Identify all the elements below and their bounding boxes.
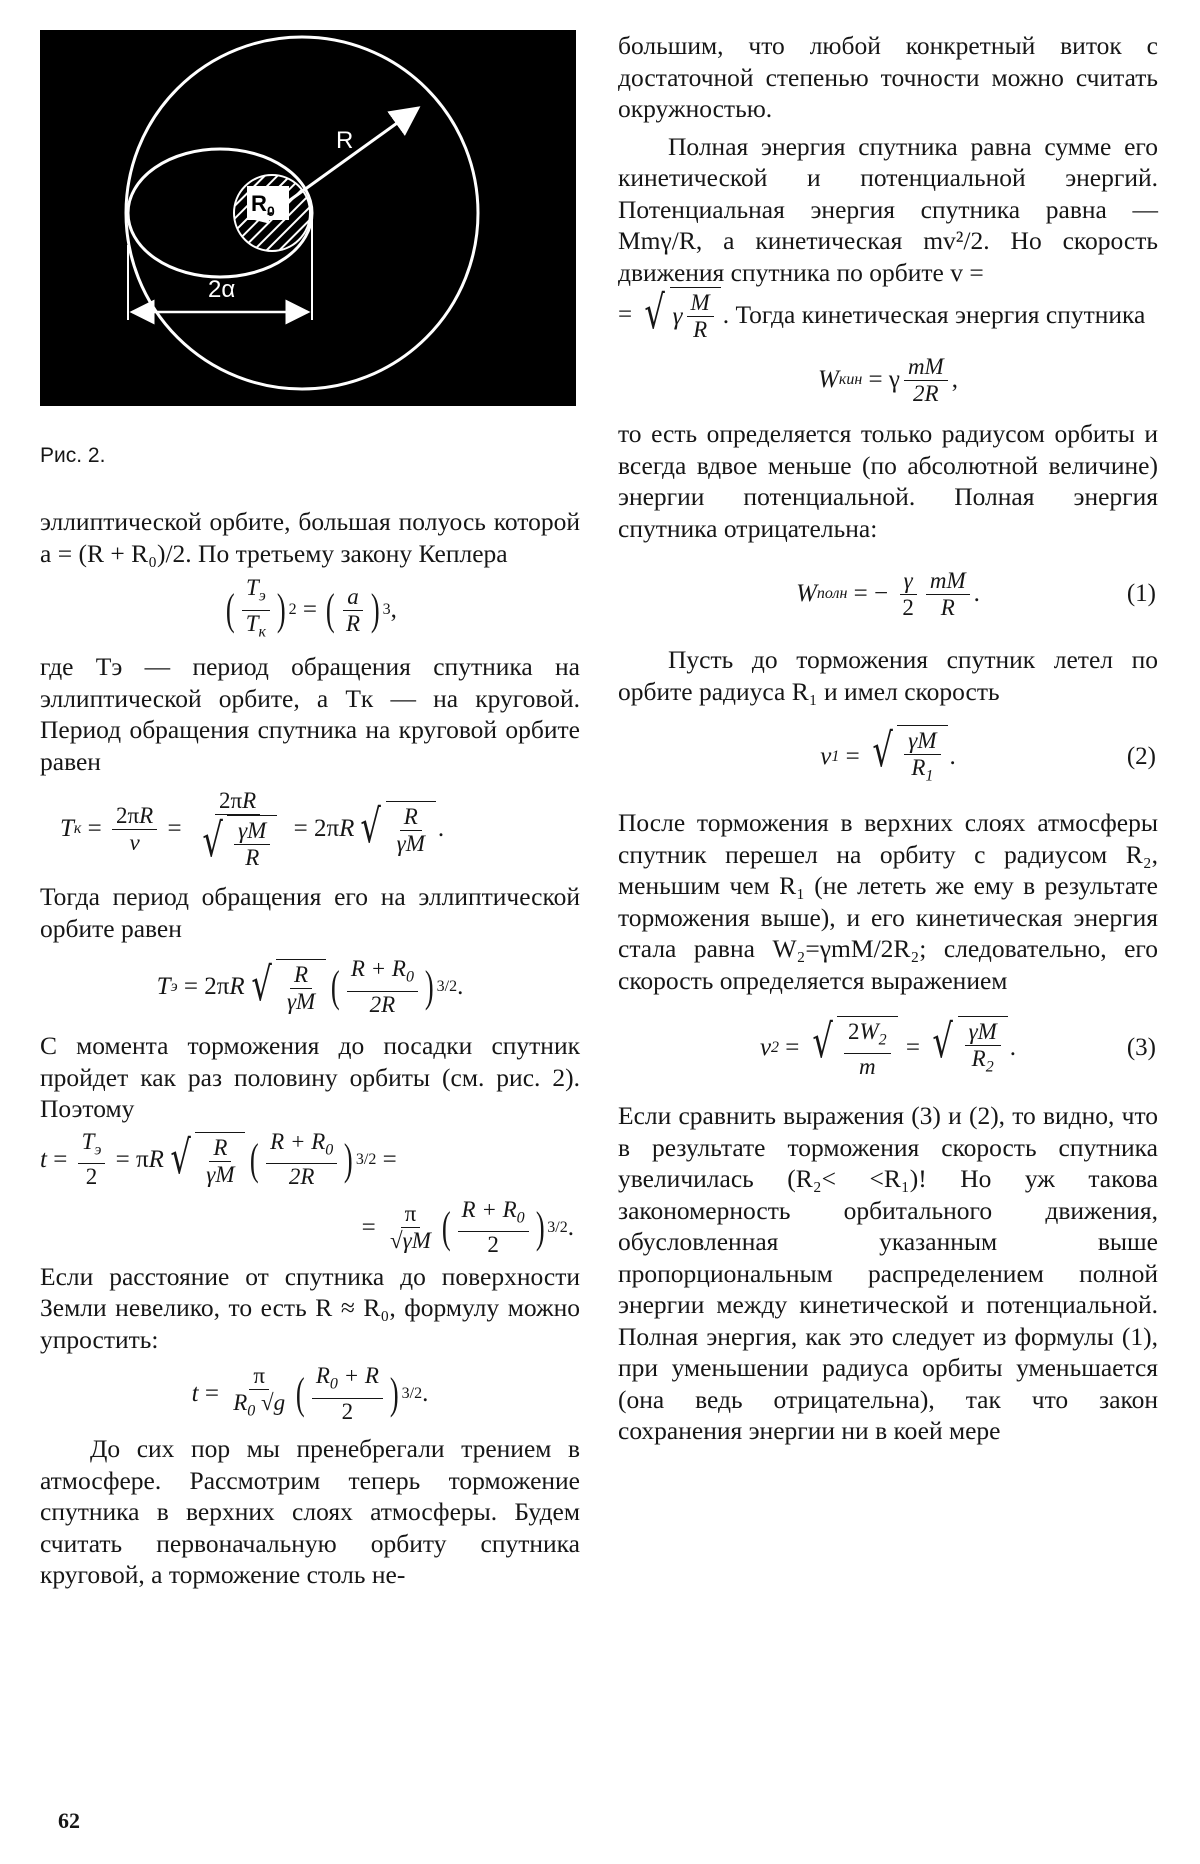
velocity-1-equation: v 1 = √ $\frac{\gamma M}{R_1}$ . (2) (618, 707, 1158, 807)
right-column (618, 30, 1158, 1447)
label-R: R (336, 127, 354, 154)
left-paragraph-2: где Tэ — период обращения спутника на эллиптической орбите, а Tк — на круговой. Период обращения спутника на круговой орбите равен (40, 652, 580, 776)
right-paragraph-5: После торможения в верхних слоях атмосферы спутник перешел на орбиту с радиусом R₂, меньшим чем R₁ (не лететь же ему в результате торможения выше), и его кинетическая энергия стала равна W₂=γmM/2R₂; следовательно, его скорость определяется выражением (618, 808, 1158, 995)
figure-caption: Рис. 2. (40, 444, 106, 467)
right-paragraph-4: Пусть до торможения спутник летел по орбите радиуса R₁ и имел скорость (618, 645, 1158, 706)
label-R0-sub: 0 (267, 203, 275, 219)
orbit-diagram (40, 30, 576, 406)
left-paragraph-6: До сих пор мы пренебрегали трением в атмосфере. Рассмотрим теперь торможение спутника в верхних слоях атмосферы. Будем считать первоначальную орбиту спутника круговой, а торможение столь не- (40, 1434, 580, 1589)
right-paragraph-2: Полная энергия спутника равна сумме его кинетической и потенциальной энергий. Потенциальная энергия спутника равна —Mmγ/R, а кинетическая mv²/2. Но скорость движения спутника по орбите v = (618, 131, 1158, 287)
circular-period-equation: T к = $\frac{2\pi R}{v}$ = 2πR √ $\frac{\gamma M}{R}$ = 2π R √ $\frac{R}{\gamma M}$ . (60, 787, 445, 870)
left-column (40, 30, 580, 1591)
equation-number-1: (1) (1126, 580, 1156, 607)
velocity-inline-equation: = √ γ $\frac{M}{R}$ . Тогда кинетическая энергия спутника (618, 285, 1146, 342)
radius-R-arrow (272, 108, 418, 213)
right-paragraph-6: Если сравнить выражения (3) и (2), то видно, что в результате торможения скорость спутника увеличилась (R₂< <R₁)! Но уж такова закономерность орбитального движения, обусловленная указанным выше пропорциональным распределением полной энергии между кинетической и потенциальной. Полная энергия, как это следует из формулы (1), при уменьшении радиуса орбиты уменьшается (она ведь отрицательна), так что закон сохранения энергии ни в коей мере (618, 1101, 1158, 1445)
simplified-equation: t = $\frac{\pi}{R_0 √g}$ ( $\frac{R_0 + R}{2}$ ) 3/2 . (191, 1363, 429, 1424)
label-R0: R (251, 191, 267, 216)
velocity-2-equation: v 2 = √ $\frac{2W_2}{m}$ = √ $\frac{\gamma M}{R_2}$ . (3) (759, 1013, 1156, 1080)
left-paragraph-3: Тогда период обращения его на эллиптической орбите равен (40, 882, 580, 943)
elliptic-period-equation: T э = 2π R √ $\frac{R}{\gamma M}$ ( $\frac{R + R_0}{2R}$ ) 3/2 . (156, 956, 464, 1017)
left-paragraph-4: С момента торможения до посадки спутник пройдет как раз половину орбиты (см. рис. 2). Поэтому (40, 1031, 580, 1123)
label-2a: 2α (208, 276, 236, 303)
right-paragraph-3: то есть определяется только радиусом орбиты и всегда вдвое меньше (по абсолютной величине) энергии потенциальной. Полная энергия спутника отрицательна: (618, 419, 1158, 543)
right-paragraph-2b: . Тогда кинетическая энергия спутника (722, 300, 1146, 329)
equation-number-3: (3) (1126, 1034, 1156, 1061)
equation-number-2: (2) (1126, 743, 1156, 770)
kinetic-energy-equation: W кин = γ $\frac{mM}{2R}$ , (818, 353, 958, 406)
total-energy-equation: W полн = − $\frac{\gamma}{2}$ $\frac{mM}{R}$ . (1) (796, 567, 1156, 620)
right-paragraph-1: большим, что любой конкретный виток с достаточной степенью точности можно считать окружностью. (618, 31, 1158, 123)
orbit-figure (40, 30, 576, 406)
left-paragraph-5: Если расстояние от спутника до поверхности Земли невелико, то есть R ≈ R₀, формулу можно упростить: (40, 1261, 580, 1354)
kepler-equation: ( $\frac{T_э}{T_к}$ ) 2 = ( $\frac{a}{R}$ ) 3 , (226, 574, 397, 641)
landing-time-equation-cont: = $\frac{\pi}{√\gamma M}$ ( $\frac{R + R_0}{2}$ ) 3/2 . (361, 1196, 574, 1258)
landing-time-equation: t = $\frac{T_э}{2}$ = π R √ $\frac{R}{\gamma M}$ ( $\frac{R + R_0}{2R}$ ) 3/2 = (40, 1128, 397, 1190)
left-paragraph-1: эллиптической орбите, большая полуось которой a = (R + R₀)/2. По третьему закону Кеплера (40, 507, 580, 568)
page-number: 62 (58, 1808, 80, 1833)
